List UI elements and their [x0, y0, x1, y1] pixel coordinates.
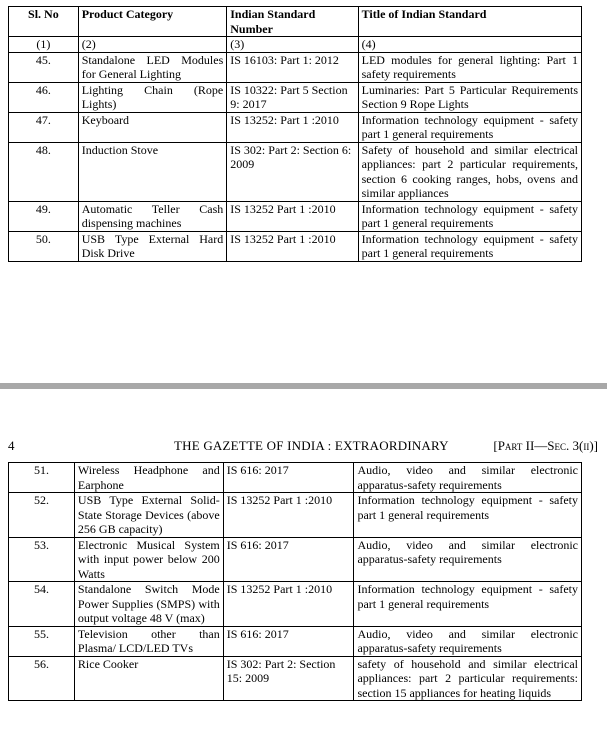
- page-number: 4: [8, 438, 15, 453]
- col-number-4: (4): [358, 37, 581, 53]
- page-header: [8, 438, 598, 456]
- cell-standard-title: Information technology equipment - safety part 1 general requirements: [358, 201, 581, 231]
- cell-standard-title: Information technology equipment - safety part 1 general requirements: [354, 493, 582, 538]
- cell-sl-no: 47.: [9, 112, 79, 142]
- cell-product-category: USB Type External Hard Disk Drive: [78, 231, 227, 261]
- cell-standard-title: Information technology equipment - safety part 1 general requirements: [358, 112, 581, 142]
- cell-standard-title: Audio, video and similar electronic apparatus-safety requirements: [354, 463, 582, 493]
- cell-sl-no: 45.: [9, 52, 79, 82]
- cell-product-category: USB Type External Solid-State Storage Devices (above 256 GB capacity): [74, 493, 223, 538]
- table-row: [9, 656, 582, 701]
- cell-standard-number: IS 616: 2017: [223, 537, 354, 582]
- cell-standard-number: IS 616: 2017: [223, 626, 354, 656]
- table-header-row: [9, 7, 582, 37]
- cell-sl-no: 48.: [9, 142, 79, 201]
- cell-standard-number: IS 13252 Part 1 :2010: [223, 493, 354, 538]
- table-body-top: [9, 52, 582, 261]
- table-row: [9, 626, 582, 656]
- table-row: [9, 582, 582, 627]
- table-row: [9, 463, 582, 493]
- cell-product-category: Rice Cooker: [74, 656, 223, 701]
- cell-standard-title: safety of household and similar electrical appliances: part 2 particular requirements: section 15 appliances for heating liquids: [354, 656, 582, 701]
- cell-product-category: Keyboard: [78, 112, 227, 142]
- part-section-label: [Part II—Sec. 3(ii)]: [493, 438, 598, 453]
- cell-standard-title: Audio, video and similar electronic apparatus-safety requirements: [354, 626, 582, 656]
- cell-product-category: Television other than Plasma/ LCD/LED TVs: [74, 626, 223, 656]
- cell-product-category: Induction Stove: [78, 142, 227, 201]
- cell-standard-number: IS 13252: Part 1 :2010: [227, 112, 358, 142]
- cell-standard-number: IS 16103: Part 1: 2012: [227, 52, 358, 82]
- cell-standard-number: IS 13252 Part 1 :2010: [227, 231, 358, 261]
- table-row: [9, 142, 582, 201]
- col-number-2: (2): [78, 37, 227, 53]
- table-row: [9, 231, 582, 261]
- cell-standard-title: Information technology equipment - safety part 1 general requirements: [358, 231, 581, 261]
- cell-standard-title: Audio, video and similar electronic apparatus-safety requirements: [354, 537, 582, 582]
- header-product-category: Product Category: [78, 7, 227, 37]
- table-row: [9, 52, 582, 82]
- cell-product-category: Lighting Chain (Rope Lights): [78, 82, 227, 112]
- cell-standard-number: IS 13252 Part 1 :2010: [223, 582, 354, 627]
- standards-table-top: [8, 6, 582, 262]
- cell-standard-title: Safety of household and similar electrical appliances: part 2 particular requirements, section 6 cooking ranges, hobs, ovens and similar appliances: [358, 142, 581, 201]
- cell-standard-title: Information technology equipment - safety part 1 general requirements: [354, 582, 582, 627]
- cell-product-category: Standalone LED Modules for General Lighting: [78, 52, 227, 82]
- cell-sl-no: 46.: [9, 82, 79, 112]
- cell-product-category: Standalone Switch Mode Power Supplies (SMPS) with output voltage 48 V (max): [74, 582, 223, 627]
- gazette-title: THE GAZETTE OF INDIA : EXTRAORDINARY: [174, 438, 449, 453]
- standards-table-bottom: [8, 462, 582, 701]
- table-body-bottom: [9, 463, 582, 701]
- header-indian-standard-number: Indian Standard Number: [227, 7, 358, 37]
- cell-product-category: Wireless Headphone and Earphone: [74, 463, 223, 493]
- table-row: [9, 493, 582, 538]
- header-sl-no: Sl. No: [9, 7, 79, 37]
- cell-product-category: Electronic Musical System with input power below 200 Watts: [74, 537, 223, 582]
- cell-standard-number: IS 302: Part 2: Section 6: 2009: [227, 142, 358, 201]
- cell-standard-number: IS 10322: Part 5 Section 9: 2017: [227, 82, 358, 112]
- cell-sl-no: 56.: [9, 656, 75, 701]
- cell-standard-number: IS 13252 Part 1 :2010: [227, 201, 358, 231]
- cell-standard-number: IS 302: Part 2: Section 15: 2009: [223, 656, 354, 701]
- cell-product-category: Automatic Teller Cash dispensing machines: [78, 201, 227, 231]
- cell-standard-title: Luminaries: Part 5 Particular Requirements Section 9 Rope Lights: [358, 82, 581, 112]
- column-number-row: [9, 37, 582, 53]
- cell-sl-no: 52.: [9, 493, 75, 538]
- header-title-of-standard: Title of Indian Standard: [358, 7, 581, 37]
- page-separator: [0, 383, 607, 389]
- col-number-1: (1): [9, 37, 79, 53]
- cell-sl-no: 54.: [9, 582, 75, 627]
- col-number-3: (3): [227, 37, 358, 53]
- cell-sl-no: 55.: [9, 626, 75, 656]
- cell-sl-no: 51.: [9, 463, 75, 493]
- cell-standard-title: LED modules for general lighting: Part 1 safety requirements: [358, 52, 581, 82]
- cell-standard-number: IS 616: 2017: [223, 463, 354, 493]
- table-row: [9, 112, 582, 142]
- cell-sl-no: 50.: [9, 231, 79, 261]
- table-row: [9, 82, 582, 112]
- cell-sl-no: 49.: [9, 201, 79, 231]
- cell-sl-no: 53.: [9, 537, 75, 582]
- table-row: [9, 201, 582, 231]
- table-row: [9, 537, 582, 582]
